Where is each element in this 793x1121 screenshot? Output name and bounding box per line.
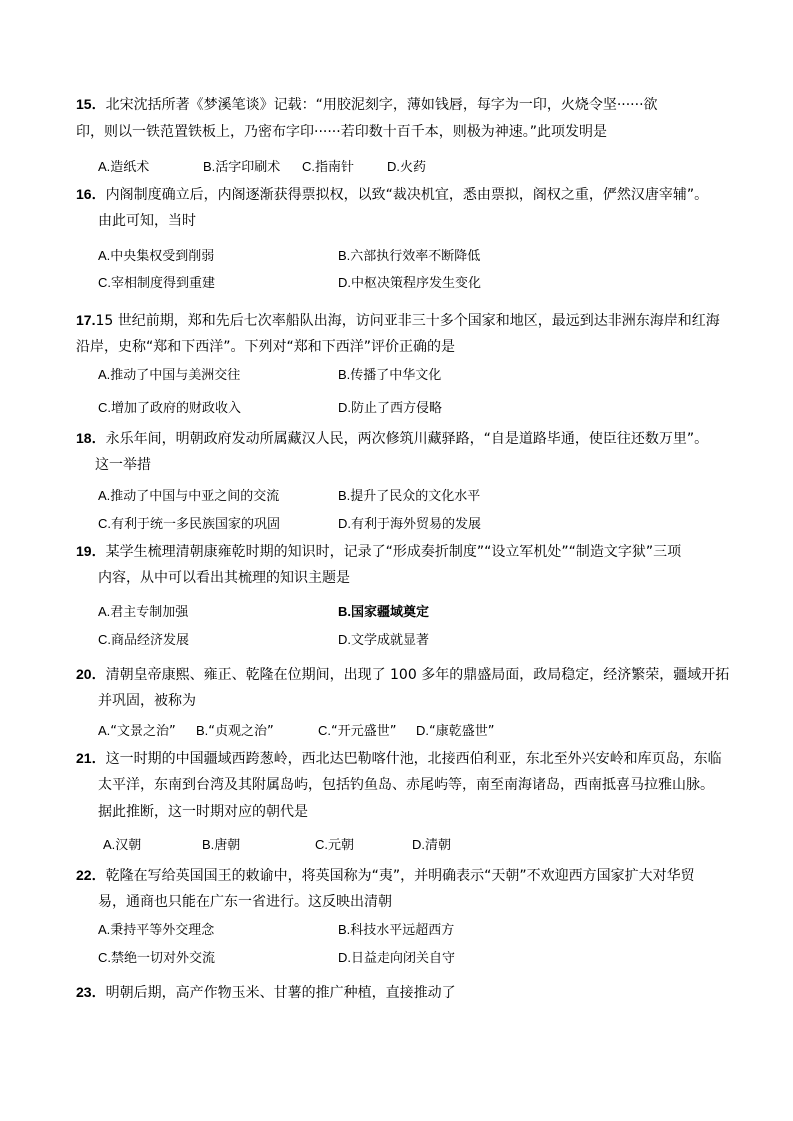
option-16-c: C.宰相制度得到重建	[98, 275, 216, 291]
question-22-line-1	[76, 866, 695, 885]
option-22-c: C.禁绝一切对外交流	[98, 950, 216, 966]
question-15-line-2	[76, 123, 607, 141]
question-21-line-1	[76, 749, 722, 768]
option-20-c: C.“开元盛世”	[318, 723, 397, 739]
question-number: 20．	[76, 666, 106, 682]
option-17-a: A.推动了中国与美洲交往	[98, 367, 241, 383]
option-21-d: D.清朝	[412, 837, 452, 853]
option-16-d: D.中枢决策程序发生变化	[338, 275, 482, 291]
option-15-a: A.造纸术	[98, 159, 150, 175]
question-text: 某学生梳理清朝康雍乾时期的知识时，记录了“形成奏折制度”“设立军机处”“制造文字狱”三项	[105, 544, 682, 560]
option-18-d: D.有利于海外贸易的发展	[338, 516, 482, 532]
question-number: 22．	[76, 867, 106, 883]
option-17-b: B.传播了中华文化	[338, 367, 442, 383]
option-19-a: A.君主专制加强	[98, 604, 189, 620]
question-text: 据此推断，这一时期对应的朝代是	[98, 804, 308, 820]
question-text: 沿岸，史称“郑和下西洋”。下列对“郑和下西洋”评价正确的是	[76, 339, 456, 355]
question-20-line-2	[98, 692, 196, 710]
option-18-c: C.有利于统一多民族国家的巩固	[98, 516, 281, 532]
question-number: 21．	[76, 750, 106, 766]
option-15-c: C.指南针	[302, 159, 355, 175]
question-text: 乾隆在写给英国国王的敕谕中，将英国称为“夷”，并明确表示“天朝”不欢迎西方国家扩大对华贸	[105, 868, 695, 884]
question-23-line-1	[76, 983, 456, 1002]
question-text: 永乐年间，明朝政府发动所属藏汉人民，两次修筑川藏驿路，“自是道路毕通，使臣往还数万里”。	[105, 431, 709, 447]
question-text: 15 世纪前期，郑和先后七次率船队出海，访问亚非三十多个国家和地区，最远到达非洲东海岸和红海	[95, 313, 720, 329]
question-text: 北宋沈括所著《梦溪笔谈》记载：“用胶泥刻字，薄如钱唇，每字为一印，火烧令坚······欲	[105, 97, 658, 113]
question-20-line-1	[76, 665, 729, 684]
question-text: 易，通商也只能在广东一省进行。这反映出清朝	[98, 894, 392, 910]
question-text: 这一举措	[95, 457, 151, 473]
question-17-line-1	[76, 311, 720, 330]
option-22-a: A.秉持平等外交理念	[98, 922, 215, 938]
option-18-b: B.提升了民众的文化水平	[338, 488, 481, 504]
question-number: 19．	[76, 543, 106, 559]
question-18-line-1	[76, 429, 708, 448]
question-22-line-2	[98, 893, 392, 911]
option-22-b: B.科技水平远超西方	[338, 922, 455, 938]
question-text: 由此可知，当时	[98, 213, 196, 229]
option-20-b: B.“贞观之治”	[196, 723, 274, 739]
option-18-a: A.推动了中国与中亚之间的交流	[98, 488, 280, 504]
option-16-a: A.中央集权受到削弱	[98, 248, 215, 264]
question-18-line-2	[95, 456, 151, 474]
question-17-line-2	[76, 338, 455, 356]
question-number: 15．	[76, 96, 106, 112]
question-text: 印，则以一铁范置铁板上，乃密布字印······若印数十百千本，则极为神速。”此项发明是	[76, 124, 607, 140]
option-19-c: C.商品经济发展	[98, 632, 190, 648]
question-19-line-1	[76, 542, 681, 561]
option-16-b: B.六部执行效率不断降低	[338, 248, 481, 264]
question-text: 内容，从中可以看出其梳理的知识主题是	[98, 570, 350, 586]
question-text: 这一时期的中国疆域西跨葱岭，西北达巴勒喀什池，北接西伯利亚，东北至外兴安岭和库页岛，东临	[105, 751, 722, 767]
option-21-a: A.汉朝	[103, 837, 142, 853]
option-19-d: D.文学成就显著	[338, 632, 430, 648]
question-text: 太平洋，东南到台湾及其附属岛屿，包括钓鱼岛、赤尾屿等，南至南海诸岛，西南抵喜马拉雅山脉。	[98, 777, 714, 793]
option-17-c: C.增加了政府的财政收入	[98, 400, 242, 416]
question-number: 23．	[76, 984, 106, 1000]
option-20-a: A.“文景之治”	[98, 723, 176, 739]
option-17-d: D.防止了西方侵略	[338, 400, 443, 416]
question-text: 清朝皇帝康熙、雍正、乾隆在位期间，出现了 100 多年的鼎盛局面，政局稳定，经济繁荣，疆域开拓	[105, 667, 730, 683]
question-number: 17.	[76, 312, 96, 328]
option-15-d: D.火药	[387, 159, 427, 175]
option-21-b: B.唐朝	[202, 837, 241, 853]
question-text: 内阁制度确立后，内阁逐渐获得票拟权，以致“裁决机宜，悉由票拟，阁权之重，俨然汉唐宰辅”。	[105, 187, 709, 203]
option-19-b: B.国家疆域奠定	[338, 604, 430, 620]
question-16-line-1	[76, 185, 708, 204]
option-20-d: D.“康乾盛世”	[416, 723, 495, 739]
option-22-d: D.日益走向闭关自守	[338, 950, 456, 966]
option-15-b: B.活字印刷术	[203, 159, 281, 175]
question-16-line-2	[98, 212, 196, 230]
question-19-line-2	[98, 569, 350, 587]
question-15-line-1	[76, 95, 658, 114]
question-number: 16．	[76, 186, 106, 202]
question-21-line-3	[98, 803, 308, 821]
question-21-line-2	[98, 776, 714, 794]
question-text: 并巩固，被称为	[98, 693, 196, 709]
option-21-c: C.元朝	[315, 837, 355, 853]
question-number: 18．	[76, 430, 106, 446]
question-text: 明朝后期，高产作物玉米、甘薯的推广种植，直接推动了	[105, 985, 456, 1001]
